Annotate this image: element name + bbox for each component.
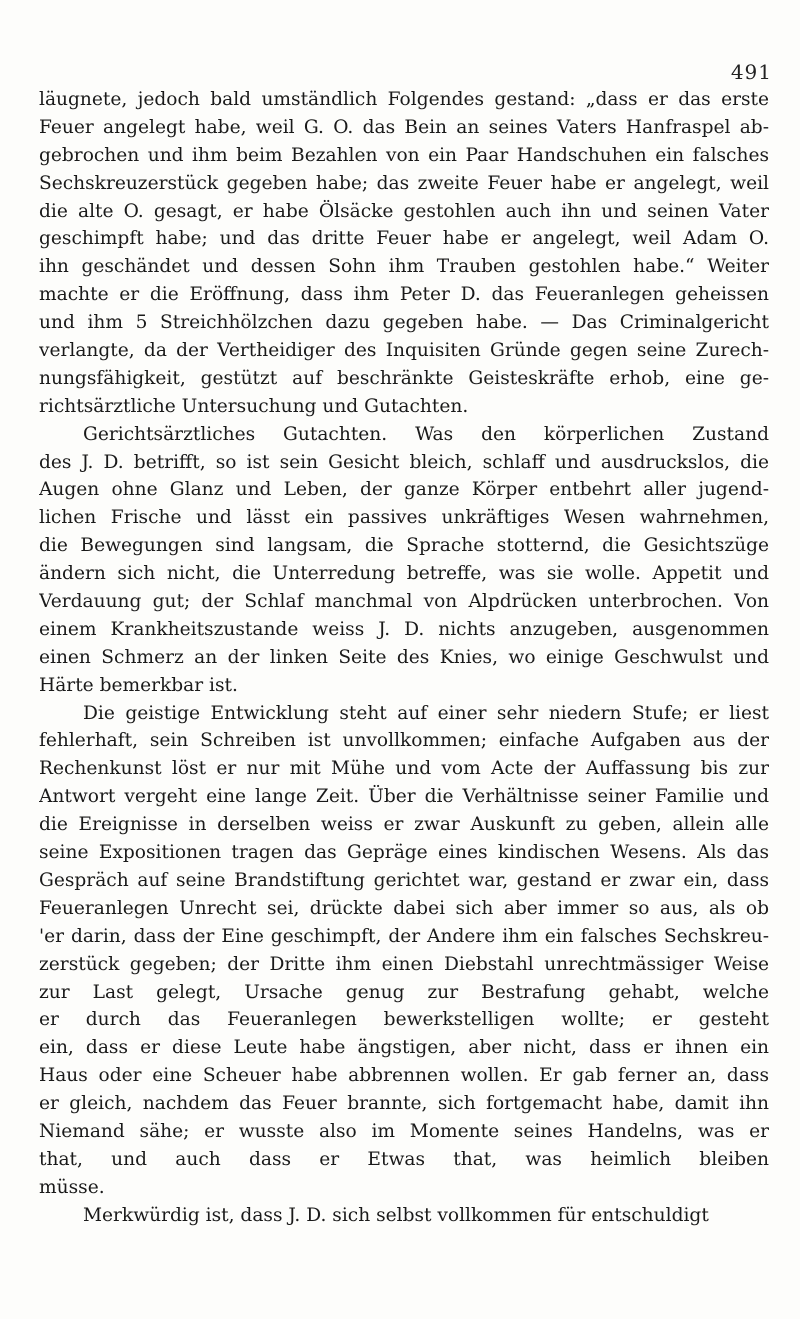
text-line: verlangte, da der Vertheidiger des Inquisiten Gründe gegen seine Zurech- [39,340,769,362]
text-line: lichen Frische und lässt ein passives unkräftiges Wesen wahrnehmen, [39,507,769,529]
text-line: die alte O. gesagt, er habe Ölsäcke gestohlen auch ihn und seinen Vater [39,200,769,222]
page-number: 491 [730,60,772,84]
text-line: zerstück gegeben; der Dritte ihm einen Diebstahl unrechtmässiger Weise [39,953,769,975]
text-line: Antwort vergeht eine lange Zeit. Über die Verhältnisse seiner Familie und [39,786,769,808]
text-line: zur Last gelegt, Ursache genug zur Bestrafung gehabt, welche [39,981,769,1003]
text-line: des J. D. betrifft, so ist sein Gesicht bleich, schlaff und ausdruckslos, die [39,451,769,473]
text-line: Niemand sähe; er wusste also im Momente seines Handelns, was er [39,1120,769,1142]
text-line: 'er darin, dass der Eine geschimpft, der Andere ihm ein falsches Sechskreu- [39,925,769,947]
text-line: seine Expositionen tragen das Gepräge eines kindischen Wesens. Als das [39,842,769,864]
text-line: und ihm 5 Streichhölzchen dazu gegeben habe. — Das Criminalgericht [39,312,769,334]
text-line: Sechskreuzerstück gegeben habe; das zweite Feuer habe er angelegt, weil [39,172,769,194]
text-line: ihn geschändet und dessen Sohn ihm Trauben gestohlen habe.“ Weiter [39,256,769,278]
text-line: geschimpft habe; und das dritte Feuer habe er angelegt, weil Adam O. [39,228,769,250]
text-line: müsse. [39,1176,105,1198]
section-heading-line: Gerichtsärztliches Gutachten. Was den körperlichen Zustand [83,423,769,445]
text-line: Rechenkunst löst er nur mit Mühe und vom Acte der Auffassung bis zur [39,758,769,780]
text-line: Haus oder eine Scheuer habe abbrennen wollen. Er gab ferner an, dass [39,1065,769,1087]
text-line: Härte bemerkbar ist. [39,674,238,696]
text-line: läugnete, jedoch bald umständlich Folgendes gestand: „dass er das erste [39,89,769,110]
text-line: richtsärztliche Untersuchung und Gutachten. [39,395,469,417]
text-line: Feueranlegen Unrecht sei, drückte dabei sich aber immer so aus, als ob [39,897,769,919]
text-line: Feuer angelegt habe, weil G. O. das Bein an seines Vaters Hanfraspel ab- [39,116,769,138]
text-line: ein, dass er diese Leute habe ängstigen, aber nicht, dass er ihnen ein [39,1037,769,1059]
body-text [39,86,769,1230]
text-line: Die geistige Entwicklung steht auf einer sehr niedern Stufe; er liest [83,702,769,724]
text-line: nungsfähigkeit, gestützt auf beschränkte Geisteskräfte erhob, eine ge- [39,367,769,389]
text-line: gebrochen und ihm beim Bezahlen von ein Paar Handschuhen ein falsches [39,144,769,166]
text-line: fehlerhaft, sein Schreiben ist unvollkommen; einfache Aufgaben aus der [39,730,769,752]
text-line: Augen ohne Glanz und Leben, der ganze Körper entbehrt aller jugend- [39,479,769,501]
text-line: Verdauung gut; der Schlaf manchmal von Alpdrücken unterbrochen. Von [39,591,769,613]
text-line: einem Krankheitszustande weiss J. D. nichts anzugeben, ausgenommen [39,618,769,640]
text-line: die Ereignisse in derselben weiss er zwar Auskunft zu geben, allein alle [39,814,769,836]
text-line: Merkwürdig ist, dass J. D. sich selbst vollkommen für entschuldigt [83,1204,709,1226]
text-line: einen Schmerz an der linken Seite des Knies, wo einige Geschwulst und [39,646,769,668]
text-line: er durch das Feueranlegen bewerkstelligen wollte; er gesteht [39,1009,769,1031]
text-line: that, und auch dass er Etwas that, was heimlich bleiben [39,1148,769,1170]
text-line: ändern sich nicht, die Unterredung betreffe, was sie wolle. Appetit und [39,563,769,585]
text-line: er gleich, nachdem das Feuer brannte, sich fortgemacht habe, damit ihn [39,1093,769,1115]
text-line: die Bewegungen sind langsam, die Sprache stotternd, die Gesichtszüge [39,535,769,557]
text-line: machte er die Eröffnung, dass ihm Peter D. das Feueranlegen geheissen [39,284,769,306]
text-line: Gespräch auf seine Brandstiftung gerichtet war, gestand er zwar ein, dass [39,869,769,891]
